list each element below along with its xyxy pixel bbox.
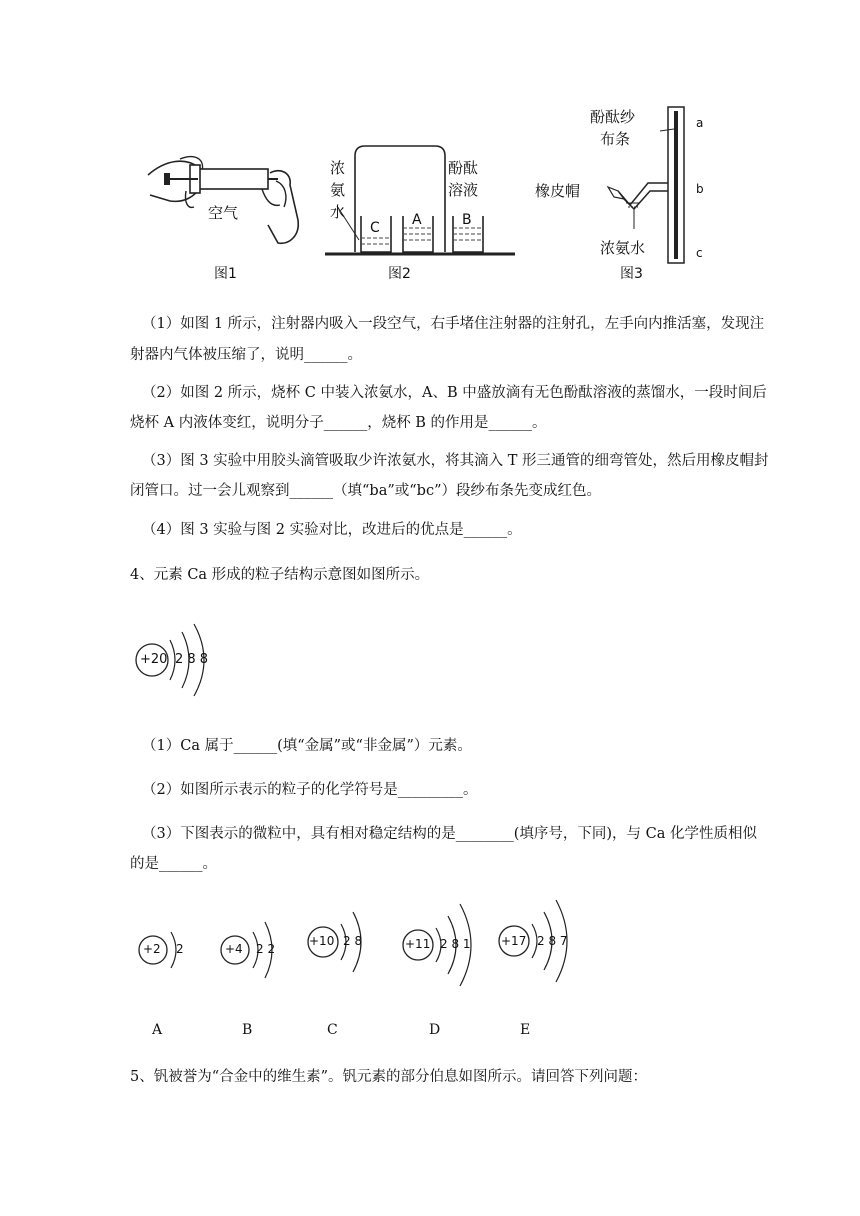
option-b-letter: B: [242, 1022, 253, 1038]
figure-3-label: 图3: [620, 266, 643, 282]
figure-2-phenol-label-1: 酚酞: [448, 159, 479, 177]
figure-2-label: 图2: [388, 266, 411, 282]
option-c-electrons: 2 8: [343, 934, 363, 948]
ca-nucleus: +20: [140, 652, 168, 667]
option-d-letter: D: [429, 1022, 441, 1038]
figure-2-beaker-a: A: [412, 212, 422, 228]
option-c-letter: C: [327, 1022, 338, 1038]
section-4-q3-line-2: 的是______。: [130, 856, 217, 872]
figure-row: [130, 100, 730, 290]
option-e-letter: E: [520, 1022, 531, 1038]
q4-line: （4）图 3 实验与图 2 实验对比，改进后的优点是______。: [142, 522, 522, 538]
figure-3-cloth-label-1: 酚酞纱: [590, 108, 636, 126]
section-5-title: 5、钒被誉为“合金中的维生素”。钒元素的部分伯息如图所示。请回答下列问题：: [130, 1069, 648, 1085]
q2-line-2: 烧杯 A 内液体变红，说明分子______，烧杯 B 的作用是______。: [130, 415, 547, 431]
section-4-q1: （1）Ca 属于______(填“金属”或“非金属”）元素。: [142, 738, 472, 754]
option-a-electrons: 2: [176, 942, 184, 956]
figure-3-ammonia-label: 浓氨水: [600, 239, 646, 257]
q2-line-1: （2）如图 2 所示，烧杯 C 中装入浓氨水，A、B 中盛放滴有无色酚酞溶液的蒸馏水，一段时间后: [142, 385, 767, 401]
option-e-electrons: 2 8 7: [537, 934, 568, 948]
option-c-nucleus: +10: [309, 934, 335, 948]
figure-3-mark-b: b: [696, 182, 704, 196]
q1-line-2: 射器内气体被压缩了，说明______。: [130, 347, 362, 363]
figure-2-ammonia-label-1: 浓: [330, 159, 346, 177]
figure-3-mark-c: c: [696, 246, 703, 260]
section-4-q2: （2）如图所示表示的粒子的化学符号是_________。: [142, 782, 478, 798]
figure-3-cloth-label-2: 布条: [600, 130, 631, 148]
figure-2-beaker-b: B: [462, 212, 472, 228]
option-e-nucleus: +17: [501, 934, 527, 948]
option-a-nucleus: +2: [143, 942, 161, 956]
q1-line-1: （1）如图 1 所示，注射器内吸入一段空气，右手堵住注射器的注射孔，左手向内推活塞，发现注: [142, 316, 765, 332]
figure-2-beaker-c: C: [370, 220, 380, 236]
option-a-letter: A: [152, 1022, 163, 1038]
figure-2-ammonia-label-3: 水: [330, 203, 346, 221]
figure-2-bell-jar: [325, 140, 515, 260]
figure-1-syringe: [140, 145, 310, 255]
section-4-title: 4、元素 Ca 形成的粒子结构示意图如图所示。: [130, 567, 430, 583]
figure-3-cap-label: 橡皮帽: [535, 182, 581, 200]
option-d-nucleus: +11: [405, 937, 431, 951]
option-b-electrons: 2 2: [256, 942, 276, 956]
figure-1-label: 图1: [214, 266, 237, 282]
figure-2-ammonia-label-2: 氨: [330, 181, 346, 199]
section-4-q3-line-1: （3）下图表示的微粒中，具有相对稳定结构的是________(填序号，下同)，与 Ca 化学性质相似: [142, 826, 757, 842]
ca-electrons: 2 8 8: [175, 652, 209, 667]
figure-3-mark-a: a: [696, 116, 704, 130]
figure-1-air-label: 空气: [208, 204, 239, 222]
option-d-electrons: 2 8 1: [440, 937, 471, 951]
q3-line-2: 闭管口。过一会儿观察到______（填“ba”或“bc”）段纱布条先变成红色。: [130, 483, 601, 499]
q3-line-1: （3）图 3 实验中用胶头滴管吸取少许浓氨水，将其滴入 T 形三通管的细弯管处，然后用橡皮帽封: [142, 453, 769, 469]
option-b-nucleus: +4: [225, 942, 243, 956]
figure-2-phenol-label-2: 溶液: [448, 181, 479, 199]
